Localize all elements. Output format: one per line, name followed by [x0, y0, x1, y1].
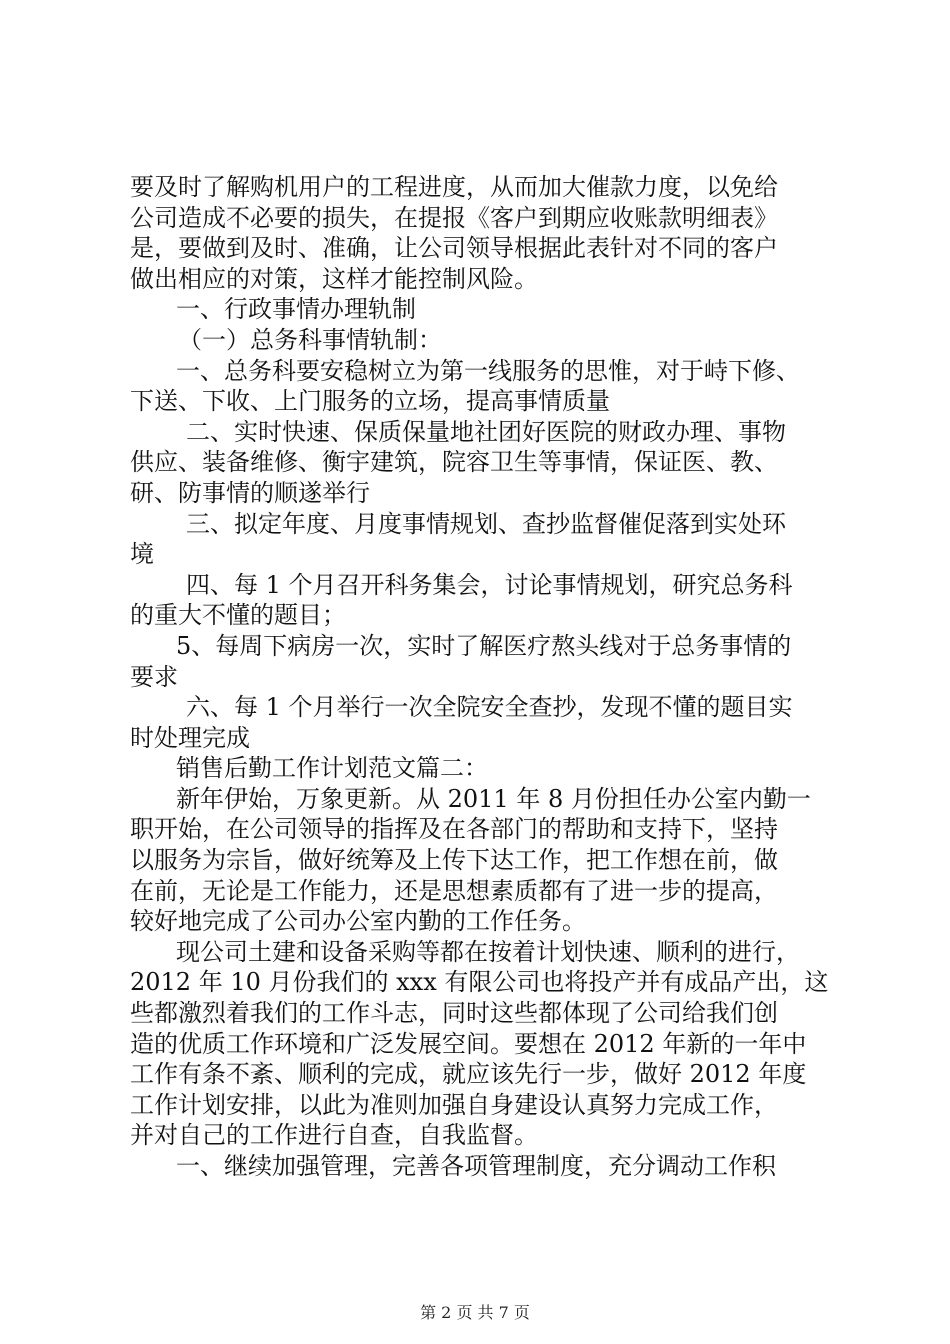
text-line: 较好地完成了公司办公室内勤的工作任务。 [130, 907, 586, 936]
text-line: 公司造成不必要的损失，在提报《客户到期应收账款明细表》 [130, 203, 778, 232]
section-heading: 销售后勤工作计划范文篇二： [176, 754, 488, 783]
text-line: 六、每 1 个月举行一次全院安全查抄，发现不懂的题目实 [186, 693, 793, 722]
text-line: 2012 年 10 月份我们的 xxx 有限公司也将投产并有成品产出，这 [130, 968, 829, 997]
text-line: 二、实时快速、保质保量地社团好医院的财政办理、事物 [186, 417, 786, 446]
text-line: 职开始，在公司领导的指挥及在各部门的帮助和支持下，坚持 [130, 815, 778, 844]
text-line: 并对自己的工作进行自查，自我监督。 [130, 1121, 538, 1150]
text-line: 时处理完成 [130, 723, 250, 752]
text-line: 要及时了解购机用户的工程进度，从而加大催款力度，以免给 [130, 173, 778, 201]
text-line: 工作计划安排，以此为准则加强自身建设认真努力完成工作， [130, 1090, 778, 1119]
document-body [130, 172, 830, 1182]
text-line: 现公司土建和设备采购等都在按着计划快速、顺利的进行， [176, 937, 800, 966]
text-line: 些都激烈着我们的工作斗志，同时这些都体现了公司给我们创 [130, 999, 778, 1028]
text-line: 要求 [130, 662, 178, 691]
text-line: 研、防事情的顺遂举行 [130, 478, 370, 507]
text-line: 以服务为宗旨，做好统筹及上传下达工作，把工作想在前，做 [130, 846, 778, 875]
text-line: 5、每周下病房一次，实时了解医疗熬头线对于总务事情的 [176, 631, 792, 660]
text-line: 境 [130, 540, 154, 569]
text-line: 四、每 1 个月召开科务集会，讨论事情规划，研究总务科 [186, 570, 793, 599]
text-line: 造的优质工作环境和广泛发展空间。要想在 2012 年新的一年中 [130, 1029, 807, 1058]
text-line: 新年伊始，万象更新。从 2011 年 8 月份担任办公室内勤一 [176, 784, 811, 813]
subsection-heading: （一）总务科事情轨制： [178, 325, 442, 354]
text-line: 一、总务科要安稳树立为第一线服务的思惟，对于峙下修、 [176, 356, 800, 385]
text-line: 下送、下收、上门服务的立场，提高事情质量 [130, 387, 610, 416]
section-heading: 一、行政事情办理轨制 [176, 295, 416, 324]
text-line: 是，要做到及时、准确，让公司领导根据此表针对不同的客户 [130, 234, 778, 263]
text-line: 工作有条不紊、顺利的完成，就应该先行一步，做好 2012 年度 [130, 1060, 807, 1089]
section-heading: 一、继续加强管理，完善各项管理制度，充分调动工作积 [176, 1152, 776, 1180]
text-line: 供应、装备维修、衡宇建筑，院容卫生等事情，保证医、教、 [130, 448, 778, 477]
text-line: 三、拟定年度、月度事情规划、查抄监督催促落到实处环 [186, 509, 786, 538]
text-line: 在前，无论是工作能力，还是思想素质都有了进一步的提高， [130, 876, 778, 905]
page-footer: 第 2 页 共 7 页 [420, 1303, 530, 1322]
text-line: 的重大不懂的题目； [130, 601, 346, 630]
text-line: 做出相应的对策，这样才能控制风险。 [130, 264, 538, 293]
